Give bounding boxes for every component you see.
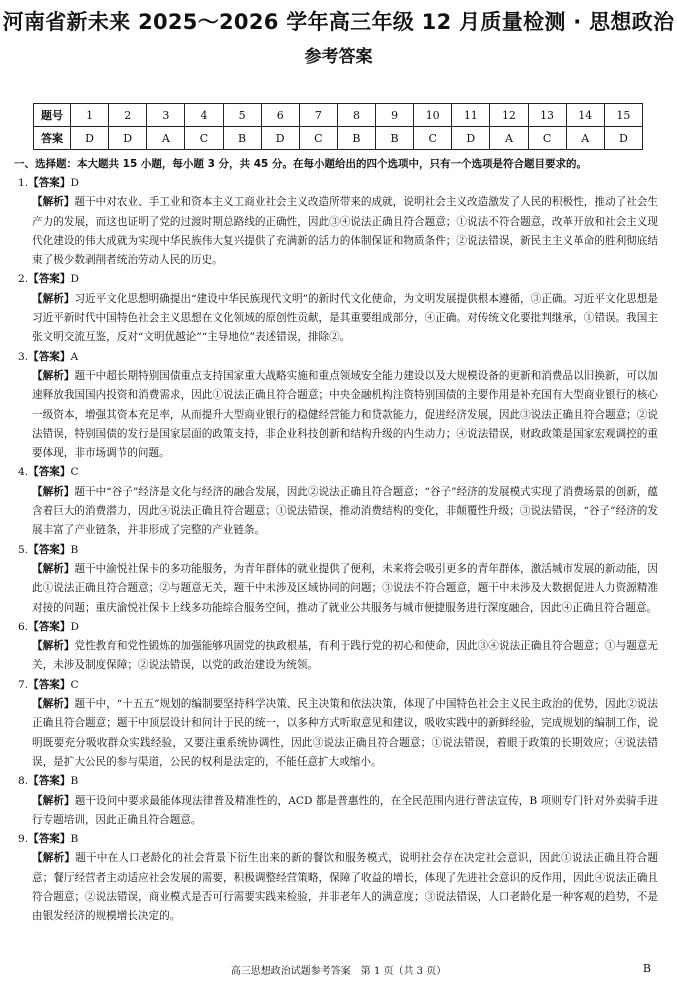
answer-line bbox=[18, 830, 658, 849]
answer-line bbox=[18, 174, 658, 193]
answer-cell: D bbox=[452, 127, 490, 150]
answer-line bbox=[18, 463, 658, 482]
explanation-tag: 【解析】 bbox=[32, 640, 75, 653]
explanation-text: 题干中“谷子”经济是文化与经济的融合发展，因此②说法正确且符合题意；“谷子”经济的发展模式实现了消费场景的创新，蕴含着巨大的消费潜力，因此④说法正确且符合题意；①说法错误，推动消费结构的变化，非颠覆性升级；③说法错误，“谷子”经济的发展丰富了产业链条，并非形成了完整的产业链条。 bbox=[32, 485, 659, 537]
answer-tag: 【答案】 bbox=[28, 350, 71, 363]
answer-cell: D bbox=[71, 127, 109, 150]
explanation bbox=[32, 290, 658, 348]
question-item bbox=[18, 676, 658, 772]
explanation-tag: 【解析】 bbox=[32, 852, 76, 865]
paper-version-mark: B bbox=[642, 962, 651, 975]
answer-line bbox=[18, 676, 658, 695]
question-item bbox=[18, 270, 658, 347]
explanation-tag: 【解析】 bbox=[32, 562, 75, 575]
explanation-text: 习近平文化思想明确提出“建设中华民族现代文明”的新时代文化使命，为文明发展提供根本遵循，③正确。习近平文化思想是习近平新时代中国特色社会主义思想在文化领域的原创性贡献，是其重要组成部分，④正确。对传统文化要批判继承，①错误。我国主张文明交流互鉴，反对“文明优越论”“主导地位”表述错误，排除②。 bbox=[32, 292, 659, 344]
question-number: 3. bbox=[18, 350, 29, 363]
answer-line bbox=[18, 348, 658, 367]
page-subtitle: 参考答案 bbox=[304, 47, 373, 67]
explanation bbox=[32, 367, 658, 463]
question-number: 5. bbox=[18, 543, 29, 556]
explanation-text: 题干中，“十五五”规划的编制要坚持科学决策、民主决策和依法决策，体现了中国特色社会主义民主政治的优势，因此②说法正确且符合题意；题干中顶层设计和问计于民的统一，以多种方式听取意见和建议，吸收实践中的新鲜经验，完成规划的编制工作，说明既要充分吸收群众实践经验，又要注重系统协调性，因此③说法正确且符合题意；①说法错误，着眼于政策的长期效应；④说法错误，是扩大公民的参与渠道，公民的权利是法定的，不能任意扩大或缩小。 bbox=[32, 698, 659, 768]
question-item bbox=[18, 463, 658, 540]
explanation bbox=[32, 637, 658, 676]
explanation bbox=[32, 695, 658, 772]
answer-tag: 【答案】 bbox=[28, 678, 71, 691]
explanation bbox=[32, 193, 658, 270]
answer-line bbox=[18, 618, 658, 637]
answer-tag: 【答案】 bbox=[28, 775, 71, 788]
answer-cell: D bbox=[261, 127, 299, 150]
question-number-cell: 2 bbox=[109, 104, 147, 127]
question-number-cell: 14 bbox=[566, 104, 604, 127]
question-number: 4. bbox=[18, 466, 29, 479]
question-number: 6. bbox=[18, 620, 29, 633]
question-item bbox=[18, 830, 658, 926]
answer-cell: B bbox=[223, 127, 261, 150]
explanation bbox=[32, 483, 658, 541]
question-number: 8. bbox=[18, 775, 29, 788]
answer-tag: 【答案】 bbox=[28, 543, 71, 556]
question-item bbox=[18, 174, 658, 270]
answer-cell: C bbox=[528, 127, 566, 150]
explanation bbox=[32, 792, 658, 831]
question-number-cell: 5 bbox=[223, 104, 261, 127]
answer-tag: 【答案】 bbox=[28, 273, 71, 286]
answer-cell: D bbox=[604, 127, 642, 150]
question-number-cell: 4 bbox=[185, 104, 223, 127]
answer-tag: 【答案】 bbox=[28, 833, 71, 846]
answer-cell: D bbox=[109, 127, 147, 150]
explanation-tag: 【解析】 bbox=[32, 292, 75, 305]
question-number-cell: 12 bbox=[490, 104, 528, 127]
answer-tag: 【答案】 bbox=[28, 620, 71, 633]
answer-table bbox=[33, 103, 643, 150]
page-title: 河南省新未来 2025～2026 学年高三年级 12 月质量检测 · 思想政治 bbox=[2, 10, 675, 34]
answer-tag: 【答案】 bbox=[28, 177, 71, 189]
explanation-tag: 【解析】 bbox=[32, 698, 75, 711]
answer-line bbox=[18, 270, 658, 289]
answer-value: C bbox=[70, 678, 79, 691]
answer-cell: C bbox=[185, 127, 223, 150]
section-header: 一、选择题：本大题共 15 小题，每小题 3 分，共 45 分。在每小题给出的四个选项中，只有一个选项是符合题目要求的。 bbox=[14, 158, 587, 170]
answer-line bbox=[18, 541, 658, 560]
explanation bbox=[32, 560, 658, 618]
explanation-tag: 【解析】 bbox=[32, 196, 75, 209]
question-number-cell: 11 bbox=[452, 104, 490, 127]
answer-cell: C bbox=[299, 127, 337, 150]
explanation-tag: 【解析】 bbox=[32, 369, 75, 382]
question-number-cell: 7 bbox=[299, 104, 337, 127]
question-item bbox=[18, 772, 658, 830]
answer-value: D bbox=[70, 177, 79, 189]
answer-value: C bbox=[70, 466, 79, 479]
question-number-row bbox=[34, 104, 643, 127]
question-number: 9. bbox=[18, 833, 29, 846]
row-label-numbers: 题号 bbox=[34, 104, 71, 127]
question-number-cell: 8 bbox=[337, 104, 375, 127]
question-item bbox=[18, 541, 658, 618]
question-item bbox=[18, 618, 658, 676]
question-number-cell: 15 bbox=[604, 104, 642, 127]
question-number-cell: 9 bbox=[376, 104, 414, 127]
explanation-tag: 【解析】 bbox=[32, 485, 75, 498]
answer-value: A bbox=[70, 350, 79, 363]
question-number: 1. bbox=[18, 177, 29, 189]
explanation-text: 题干设问中要求最能体现法律普及精准性的，ACD 都是普惠性的，在全民范围内进行普法宣传，B 项则专门针对外卖骑手进行专题培训，因此正确且符合题意。 bbox=[32, 794, 659, 826]
explanation bbox=[32, 849, 658, 926]
answer-value: B bbox=[70, 833, 79, 846]
explanation-text: 题干中对农业、手工业和资本主义工商业社会主义改造所带来的成就，说明社会主义改造激发了人民的积极性，推动了社会生产力的发展，而这也证明了党的过渡时期总路线的正确性，因此③④说法正确且符合题意；①说法不符合题意，改革开放和社会主义现代化建设的伟大成就为实现中华民族伟大复兴提供了充满新的活力的体制保证和物质条件；②说法错误，新民主主义革命的胜利彻底结束了极少数剥削者统治劳动人民的历史。 bbox=[32, 196, 659, 267]
answer-value: B bbox=[70, 775, 79, 788]
explanation-text: 党性教育和党性锻炼的加强能够巩固党的执政根基，有利于践行党的初心和使命，因此③④说法正确且符合题意；①与题意无关，未涉及制度保障；②说法错误，以党的政治建设为统领。 bbox=[32, 640, 659, 672]
answer-tag: 【答案】 bbox=[28, 466, 71, 479]
row-label-answers: 答案 bbox=[34, 127, 71, 150]
answer-cell: C bbox=[414, 127, 452, 150]
page-footer: 高三思想政治试题参考答案 第 1 页（共 3 页） bbox=[230, 966, 447, 977]
question-number-cell: 3 bbox=[147, 104, 185, 127]
question-number: 2. bbox=[18, 273, 29, 286]
explanation-tag: 【解析】 bbox=[32, 794, 75, 807]
question-number-cell: 6 bbox=[261, 104, 299, 127]
answer-value: D bbox=[70, 620, 79, 633]
questions-list bbox=[18, 174, 658, 927]
explanation-text: 题干中超长期特别国债重点支持国家重大战略实施和重点领域安全能力建设以及大规模设备的更新和消费品以旧换新，可以加速释放我国国内投资和消费需求，因此①说法正确且符合题意；中央金融机构注资特别国债的主要作用是补充国有大型商业银行的核心一级资本，增强其资本充足率，从而提升大型商业银行的稳健经营能力和贷款能力，促进经济发展，因此③说法正确且符合题意；②说法错误，特别国债的发行是国家层面的政策支持，非企业科技创新和结构升级的内生动力；④说法错误，财政政策是国家宏观调控的重要体现，非市场调节的问题。 bbox=[32, 369, 659, 460]
answer-value: D bbox=[70, 273, 79, 286]
answer-cell: A bbox=[490, 127, 528, 150]
answer-cell: B bbox=[337, 127, 375, 150]
explanation-text: 题干中在人口老龄化的社会背景下衍生出来的新的餐饮和服务模式，说明社会存在决定社会意识，因此①说法正确且符合题意；餐厅经营者主动适应社会发展的需要，积极调整经营策略，保障了收益的增长，体现了先进社会意识的反作用，因此④说法正确且符合题意；②说法错误，商业模式是否可行需要实践来检验，并非老年人的满意度；③说法错误，人口老龄化是一种客观的趋势，不是由银发经济的规模增长决定的。 bbox=[32, 852, 658, 923]
question-number: 7. bbox=[18, 678, 29, 691]
question-number-cell: 10 bbox=[414, 104, 452, 127]
explanation-text: 题干中渝悦社保卡的多功能服务，为青年群体的就业提供了便利，未来将会吸引更多的青年群体，激活城市发展的新动能，因此①说法正确且符合题意；②与题意无关，题干中未涉及区域协同的问题；③说法不符合题意，题干中未涉及大数据促进人力资源精准对接的问题；重庆渝悦社保卡上线多功能综合服务空间，推动了就业公共服务与城市便捷服务进行深度融合，因此④正确且符合题意。 bbox=[32, 562, 659, 614]
answer-row bbox=[34, 127, 643, 150]
answer-cell: A bbox=[566, 127, 604, 150]
answer-line bbox=[18, 772, 658, 791]
answer-cell: A bbox=[147, 127, 185, 150]
question-number-cell: 1 bbox=[71, 104, 109, 127]
question-item bbox=[18, 348, 658, 464]
question-number-cell: 13 bbox=[528, 104, 566, 127]
answer-cell: B bbox=[376, 127, 414, 150]
answer-value: B bbox=[70, 543, 79, 556]
